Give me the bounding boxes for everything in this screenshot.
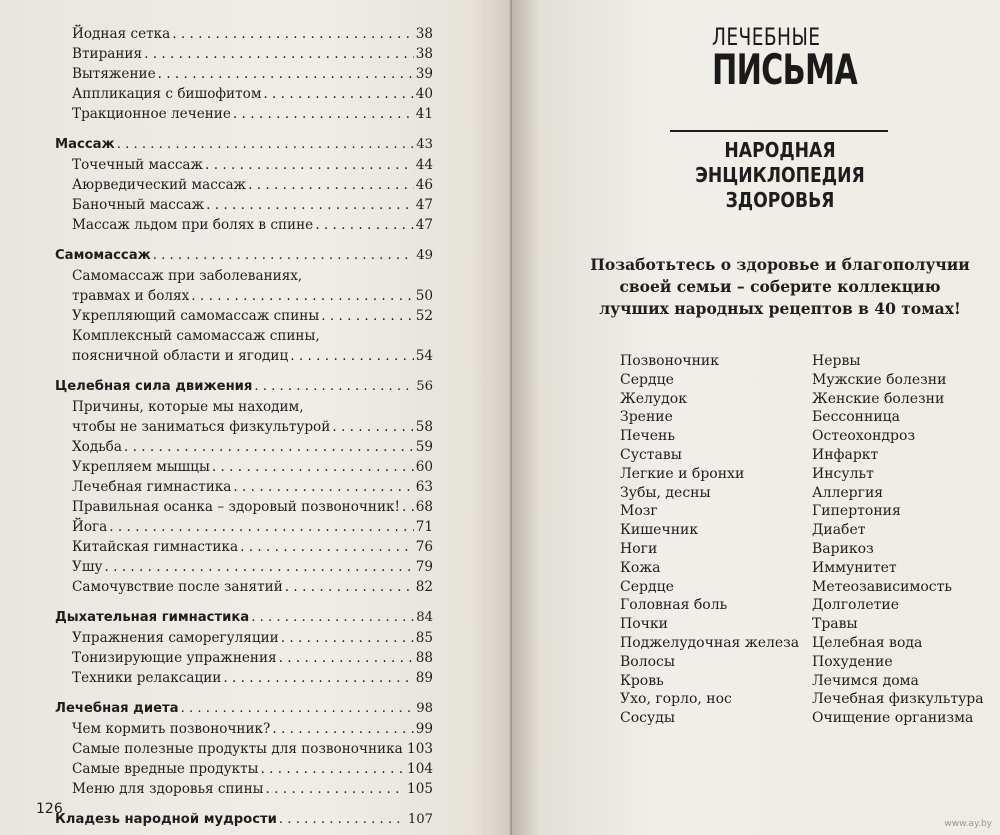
toc-section-gap: [55, 366, 433, 377]
volume-topic: Инсульт: [812, 465, 874, 482]
toc-entry-title: Массаж: [55, 137, 115, 152]
toc-entry: [55, 577, 433, 597]
toc-dot-leader: [290, 346, 413, 366]
toc-entry-title: Тракционное лечение: [72, 106, 231, 122]
toc-dot-leader: [321, 306, 414, 326]
toc-page-number: 89: [415, 670, 433, 686]
encyclopedia-title-line: НАРОДНАЯ: [724, 138, 836, 162]
toc-dot-leader: [124, 437, 414, 457]
toc-page-number: 41: [415, 106, 433, 122]
toc-dot-leader: [206, 195, 414, 215]
toc-section-heading: [55, 810, 433, 830]
volume-topic: Ноги: [620, 540, 658, 557]
volume-topic: Ухо, горло, нос: [620, 691, 732, 708]
toc-page-number: 98: [416, 701, 433, 716]
toc-entry: [55, 437, 433, 457]
toc-entry-title: Кладезь народной мудрости: [55, 812, 277, 827]
toc-dot-leader: [281, 628, 414, 648]
toc-dot-leader: [104, 557, 413, 577]
toc-entry-title: Дыхательная гимнастика: [55, 610, 250, 625]
toc-page-number: 50: [415, 288, 433, 304]
toc-dot-leader: [233, 104, 414, 124]
volume-topic: Зубы, десны: [620, 484, 711, 501]
topic-list-left: [620, 352, 800, 728]
table-of-contents: [55, 24, 433, 830]
volume-topic: Лечебная физкультура: [812, 691, 984, 708]
toc-dot-leader: [117, 135, 415, 155]
toc-page-number: 71: [415, 519, 433, 535]
toc-entry-title: Самочувствие после занятий: [72, 579, 283, 595]
toc-entry-title: Йодная сетка: [72, 26, 171, 42]
toc-dot-leader: [266, 779, 406, 799]
volume-topic: Травы: [812, 616, 858, 633]
toc-entry: [55, 779, 433, 799]
toc-dot-leader: [248, 175, 414, 195]
toc-entry-title: Укрепляющий самомассаж спины: [72, 308, 320, 324]
toc-entry-title: Вытяжение: [72, 66, 156, 82]
volume-topic: Нервы: [812, 353, 861, 369]
volume-topic: Зрение: [620, 409, 673, 426]
toc-entry-title: Правильная осанка – здоровый позвоночник!: [72, 499, 400, 515]
volume-topic: Диабет: [812, 522, 866, 539]
toc-entry: [55, 557, 433, 577]
toc-dot-leader: [285, 577, 414, 597]
toc-page-number: 38: [415, 26, 433, 42]
encyclopedia-title: [677, 138, 883, 213]
logo-divider: [670, 130, 888, 132]
volume-topic: Инфаркт: [812, 446, 879, 463]
toc-entry: [55, 64, 433, 84]
toc-entry-title: Самые вредные продукты: [72, 761, 259, 777]
toc-entry: [55, 326, 433, 346]
volume-topic: Остеохондроз: [812, 428, 916, 445]
volume-topic: Похудение: [812, 653, 893, 670]
toc-dot-leader: [251, 608, 414, 628]
toc-page-number: 47: [415, 197, 433, 213]
toc-dot-leader: [223, 668, 413, 688]
volume-topic: Целебная вода: [812, 634, 923, 651]
toc-entry: [55, 628, 433, 648]
volume-topic: Почки: [620, 616, 668, 633]
toc-entry: [55, 397, 433, 417]
volume-topic: Варикоз: [812, 540, 874, 557]
toc-dot-leader: [260, 759, 405, 779]
toc-page-number: 79: [415, 559, 433, 575]
toc-page-number: 43: [416, 137, 433, 152]
toc-page-number: 105: [407, 781, 433, 797]
toc-entry: [55, 417, 433, 437]
toc-entry: [55, 457, 433, 477]
volume-topic: Поджелудочная железа: [620, 634, 800, 651]
toc-dot-leader: [172, 24, 413, 44]
toc-section-heading: [55, 699, 433, 719]
toc-entry-title: Самые полезные продукты для позвоночника: [72, 741, 403, 757]
toc-dot-leader: [263, 84, 413, 104]
toc-dot-leader: [240, 537, 414, 557]
toc-entry: [55, 346, 433, 366]
volume-topic: Сердце: [620, 371, 674, 388]
toc-entry-title: Упражнения саморегуляции: [72, 630, 279, 646]
logo-bottom-word: ПИСЬМА: [712, 45, 858, 94]
toc-entry-title: Ушу: [72, 559, 103, 575]
toc-entry: [55, 266, 433, 286]
toc-dot-leader: [279, 648, 414, 668]
toc-section-gap: [55, 597, 433, 608]
toc-page-number: 104: [407, 761, 433, 777]
watermark: www.ay.by: [944, 819, 992, 829]
toc-section-gap: [55, 799, 433, 810]
volume-topic: Легкие и бронхи: [620, 465, 745, 482]
volume-topic: Кровь: [620, 672, 664, 689]
toc-page-number: 56: [416, 379, 433, 394]
toc-entry-title: Аюрведический массаж: [72, 177, 247, 193]
toc-page-number: 44: [415, 157, 433, 173]
toc-entry-title: Причины, которые мы находим,: [72, 399, 304, 415]
toc-entry-title: Техники релаксации: [72, 670, 222, 686]
toc-entry: [55, 104, 433, 124]
volume-topic: Сердце: [620, 578, 674, 595]
toc-page-number: 84: [416, 610, 433, 625]
toc-entry-title: Укрепляем мышцы: [72, 459, 210, 475]
toc-dot-leader: [272, 719, 413, 739]
toc-section-gap: [55, 124, 433, 135]
toc-page-number: 103: [407, 741, 433, 757]
volume-topic: Иммунитет: [812, 559, 897, 576]
volume-topic: Гипертония: [812, 503, 901, 520]
toc-entry-title: Аппликация с бишофитом: [72, 86, 262, 102]
volume-topic: Кишечник: [620, 522, 699, 539]
toc-entry: [55, 668, 433, 688]
volume-topic: Метеозависимость: [812, 578, 952, 595]
toc-page-number: 46: [415, 177, 433, 193]
toc-section-heading: [55, 608, 433, 628]
toc-entry-title: Самомассаж при заболеваниях,: [72, 268, 303, 284]
toc-section-gap: [55, 235, 433, 246]
toc-page-number: 99: [415, 721, 433, 737]
toc-entry: [55, 286, 433, 306]
toc-entry-title: Массаж льдом при болях в спине: [72, 217, 314, 233]
toc-entry-title: Лечебная гимнастика: [72, 479, 232, 495]
toc-dot-leader: [191, 286, 413, 306]
toc-dot-leader: [181, 699, 415, 719]
toc-entry: [55, 215, 433, 235]
toc-entry: [55, 497, 433, 517]
toc-page-number: 107: [407, 812, 433, 827]
toc-dot-leader: [153, 246, 414, 266]
logo-top-word: ЛЕЧЕБНЫЕ: [712, 23, 821, 51]
encyclopedia-title-line: ЭНЦИКЛОПЕДИЯ: [695, 163, 865, 187]
toc-entry-title: травмах и болях: [72, 288, 190, 304]
toc-dot-leader: [233, 477, 413, 497]
toc-entry: [55, 739, 433, 759]
toc-entry: [55, 477, 433, 497]
toc-section-gap: [55, 688, 433, 699]
toc-page-number: 60: [415, 459, 433, 475]
toc-entry-title: Йога: [72, 519, 108, 535]
volume-topic: Сосуды: [620, 710, 675, 727]
toc-dot-leader: [109, 517, 413, 537]
volume-topic: Волосы: [620, 653, 676, 670]
toc-entry: [55, 175, 433, 195]
toc-dot-leader: [254, 377, 414, 397]
toc-entry: [55, 195, 433, 215]
toc-entry-title: Чем кормить позвоночник?: [72, 721, 271, 737]
volume-topic: Головная боль: [620, 597, 728, 614]
toc-entry-title: Ходьба: [72, 439, 122, 455]
toc-entry-title: Китайская гимнастика: [72, 539, 239, 555]
toc-section-heading: [55, 135, 433, 155]
toc-page-number: 82: [415, 579, 433, 595]
toc-entry: [55, 537, 433, 557]
toc-entry-title: Целебная сила движения: [55, 379, 253, 394]
toc-page-number: 52: [415, 308, 433, 324]
topic-list-right: [812, 352, 992, 728]
toc-dot-leader: [315, 215, 413, 235]
toc-dot-leader: [144, 44, 414, 64]
toc-entry-title: Меню для здоровья спины: [72, 781, 264, 797]
volume-topic: Бессонница: [812, 409, 901, 426]
toc-entry: [55, 517, 433, 537]
encyclopedia-title-line: ЗДОРОВЬЯ: [725, 188, 835, 212]
toc-page-number: 59: [415, 439, 433, 455]
toc-entry-title: Точечный массаж: [72, 157, 204, 173]
page-number: 126: [36, 801, 63, 817]
toc-entry: [55, 44, 433, 64]
toc-entry: [55, 759, 433, 779]
toc-page-number: 40: [415, 86, 433, 102]
toc-entry-title: Самомассаж: [55, 248, 151, 263]
toc-page-number: 58: [415, 419, 433, 435]
volume-topic: Лечимся дома: [812, 672, 919, 689]
toc-page-number: 47: [415, 217, 433, 233]
volume-topic: Желудок: [620, 390, 687, 407]
toc-page-number: 63: [415, 479, 433, 495]
toc-entry: [55, 306, 433, 326]
slogan-line: своей семьи – соберите коллекцию: [619, 277, 941, 296]
toc-page-number: 38: [415, 46, 433, 62]
volume-topic: Мозг: [620, 503, 658, 520]
toc-entry: [55, 155, 433, 175]
slogan-line: Позаботьтесь о здоровье и благополучии: [590, 255, 970, 274]
toc-entry: [55, 84, 433, 104]
toc-section-heading: [55, 246, 433, 266]
toc-entry-title: Тонизирующие упражнения: [72, 650, 277, 666]
toc-page-number: 76: [415, 539, 433, 555]
toc-page-number: 39: [415, 66, 433, 82]
toc-entry-title: Комплексный самомассаж спины,: [72, 328, 320, 344]
toc-dot-leader: [212, 457, 414, 477]
volume-topic: Позвоночник: [620, 353, 720, 369]
toc-entry-title: Лечебная диета: [55, 701, 179, 716]
toc-dot-leader: [279, 810, 406, 830]
toc-page-number: 88: [415, 650, 433, 666]
toc-dot-leader: [158, 64, 414, 84]
toc-entry-title: поясничной области и ягодиц: [72, 348, 289, 364]
toc-page-number: 68: [415, 499, 433, 515]
volume-topic: Кожа: [620, 559, 661, 576]
toc-dot-leader: [332, 417, 413, 437]
toc-entry: [55, 719, 433, 739]
toc-dot-leader: [402, 497, 414, 517]
toc-page-number: 85: [415, 630, 433, 646]
toc-dot-leader: [205, 155, 414, 175]
volume-topic: Суставы: [620, 446, 682, 463]
toc-section-heading: [55, 377, 433, 397]
toc-page-number: 49: [416, 248, 433, 263]
toc-entry: [55, 648, 433, 668]
promo-slogan: [560, 254, 1000, 320]
slogan-line: лучших народных рецептов в 40 томах!: [599, 299, 961, 318]
volume-topic: Очищение организма: [812, 710, 974, 727]
toc-entry-title: чтобы не заниматься физкультурой: [72, 419, 331, 435]
toc-page-number: 54: [415, 348, 433, 364]
toc-entry: [55, 24, 433, 44]
volume-topic: Женские болезни: [812, 390, 945, 407]
toc-entry-title: Баночный массаж: [72, 197, 205, 213]
toc-entry-title: Втирания: [72, 46, 143, 62]
series-logo: [712, 23, 913, 94]
volume-topic: Печень: [620, 428, 675, 445]
volume-topic: Аллергия: [812, 484, 884, 501]
volume-topic: Мужские болезни: [812, 371, 947, 388]
volume-topic: Долголетие: [812, 597, 900, 614]
